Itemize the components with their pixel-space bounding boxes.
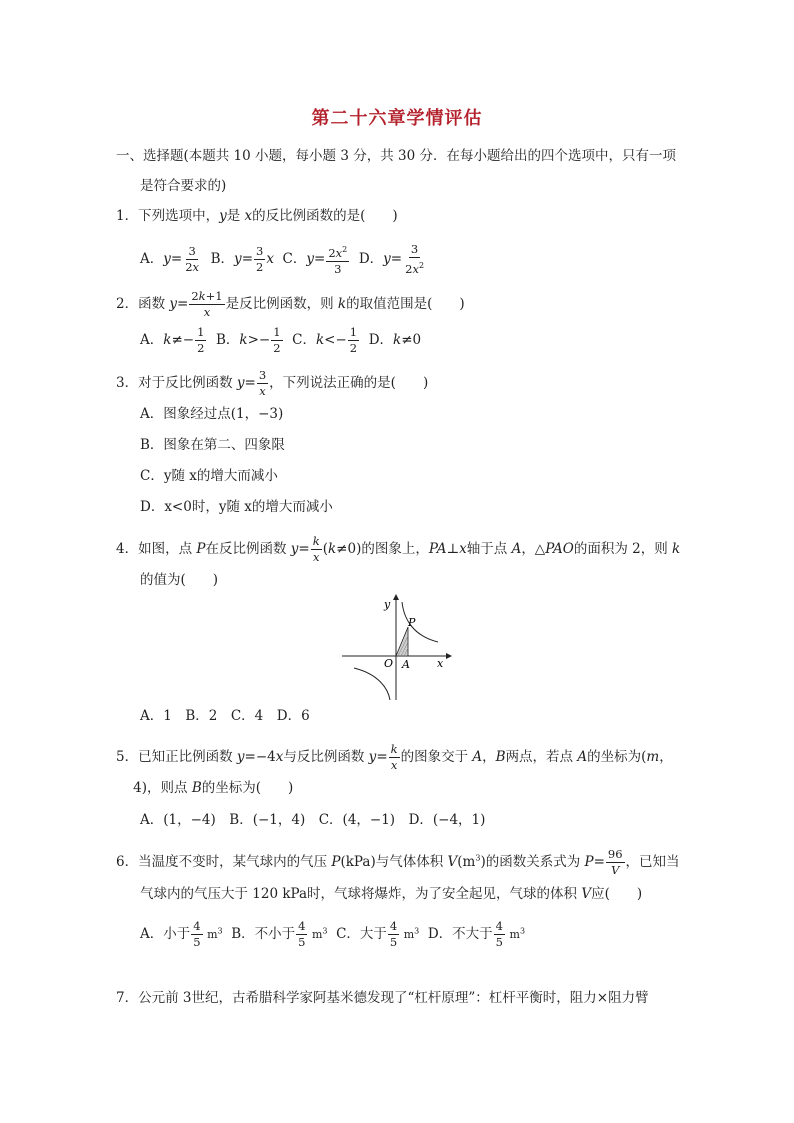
question-1-stem: 1．下列选项中，y是 x的反比例函数的是( )	[116, 208, 398, 224]
question-3-option-a: A．图象经过点(1，−3)	[140, 406, 284, 422]
hyperbola-figure	[338, 592, 458, 704]
question-6-stem: 6．当温度不变时，某气球内的气压 P(kPa)与气体体积 $V(m^3)$的函数关系式为 P= $\frac{96}{V}$ ，已知当	[116, 847, 680, 877]
question-2-stem: 2．函数 y= $\frac{2k+1}{x}$ 是反比例函数，则 k的取值范围是( )	[116, 289, 465, 319]
question-5-stem: 5．已知正比例函数 y=−4x与反比例函数 y= $\frac{k}{x}$ 的图象交于 A，B两点，若点 A的坐标为(m，	[116, 742, 673, 772]
question-6-options: A．小于 $\frac{4}{5}$ $m^3$ B．不小于 $\frac{4}{5}$ $m^3$ C．大于 $\frac{4}{5}$ $m^3$ D．不大于 $\frac{4}{5}$ $m^3$	[140, 919, 526, 949]
question-4-options: A．1 B．2 C．4 D．6	[140, 708, 310, 724]
question-7-stem: 7．公元前 3世纪，古希腊科学家阿基米德发现了“杠杆原理”：杠杆平衡时，阻力×阻力臂	[116, 990, 649, 1006]
y-axis-label: y	[384, 598, 391, 611]
question-2-options: A．k≠− $\frac{1}{2}$ B．k>− $\frac{1}{2}$ C．k<− $\frac{1}{2}$ D．k≠0	[140, 325, 422, 355]
question-4-stem-cont: 的值为( )	[140, 572, 219, 588]
question-5-stem-cont: 4)，则点 B的坐标为( )	[116, 780, 294, 796]
point-a-label: A	[402, 658, 410, 671]
page-title: 第二十六章学情评估	[311, 108, 483, 129]
section-heading: 一、选择题(本题共 10 小题，每小题 3 分，共 30 分．在每小题给出的四个选项中，只有一项	[116, 148, 676, 164]
question-3-option-b: B．图象在第二、四象限	[140, 437, 285, 453]
question-4-stem: 4．如图，点 P在反比例函数 y= $\frac{k}{x}$ (k≠0)的图象上，PA⊥x轴于点 A，△PAO的面积为 2，则 k	[116, 534, 681, 564]
question-3-option-d: D．x<0时，y随 x的增大而减小	[140, 499, 333, 515]
section-heading-cont: 是符合要求的)	[140, 178, 227, 194]
question-1-options: A．y= $\frac{3}{2x}$ B．y= $\frac{3}{2}$ x C．y= $\frac{2x^2}{3}$ D．y= $\frac{3}{2x^2}$	[140, 242, 425, 276]
origin-label: O	[384, 657, 394, 670]
point-p-label: P	[408, 616, 416, 629]
question-3-stem: 3．对于反比例函数 y= $\frac{3}{x}$ ，下列说法正确的是( )	[116, 368, 429, 398]
x-axis-label: x	[437, 657, 444, 670]
question-5-options: A．(1，−4) B．(−1，4) C．(4，−1) D．(−4，1)	[140, 812, 486, 828]
question-6-stem-cont: 气球内的气压大于 120 kPa时，气球将爆炸，为了安全起见，气球的体积 V应( )	[140, 886, 643, 902]
question-3-option-c: C．y随 x的增大而减小	[140, 468, 278, 484]
